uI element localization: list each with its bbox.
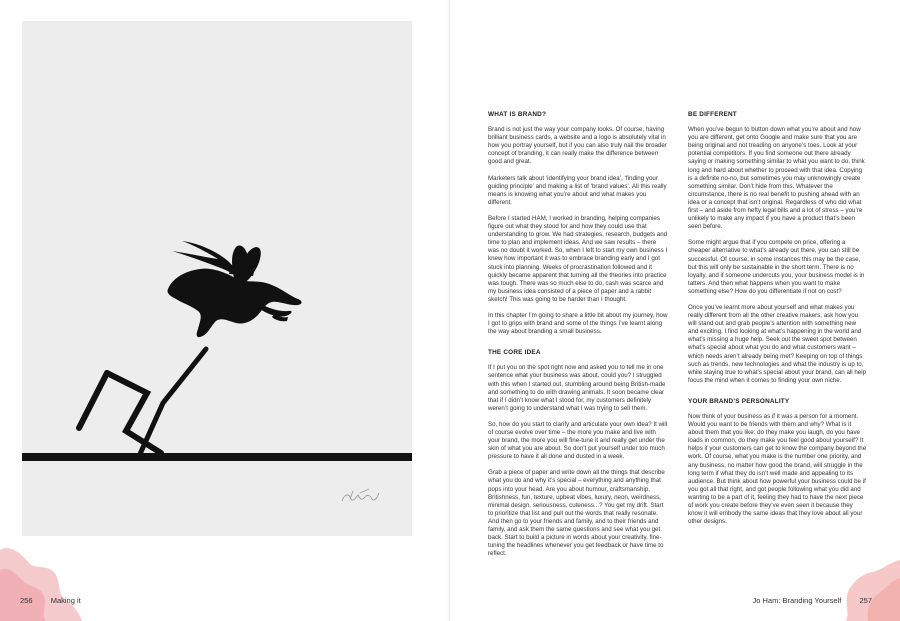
- section-heading: THE CORE IDEA: [488, 349, 541, 357]
- right-folio: [752, 596, 872, 605]
- body-paragraph: So, how do you start to clarify and articulate your own idea? It will of course evolve over time – the more you make and live with your brand, the more you will fine-tune it and really get under the skin of what you are about. So don’t put yourself under too much pressure to have it all done and dusted in a week.: [488, 420, 668, 461]
- body-paragraph: If I put you on the spot right now and asked you to tell me in one sentence what your business was about, could you? I struggled with this when I started out, stumbling around being British-made and something to do with drawing animals. It soon became clear that if I didn’t know what I stood for, my customers definitely weren’t going to understand what I was trying to sell them.: [488, 364, 666, 412]
- section-heading: WHAT IS BRAND?: [488, 111, 547, 118]
- body-paragraph: Before I started HAM, I worked in branding, helping companies figure out what they stood for and how they could use that understanding to grow. We had strategies, research, budgets and time to plan and implement ideas. And we saw results – there was no doubt it worked. So, when I left to start my own business I knew how important it was to embrace branding early and I got stuck into planning. Weeks of procrastination followed and it quickly became apparent that turning all the theories into practice was tough. There was so much else to do, cash was scarce and my business idea consisted of a piece of paper and a rabbit sketch! This was going to be harder than I thought.: [488, 214, 668, 303]
- body-paragraph: Marketers talk about ‘identifying your brand idea’, ‘finding your guiding principle’ and making a list of ‘brand values’. All this really means is knowing what you’re about and what makes you different.: [488, 174, 667, 206]
- left-folio: [20, 596, 81, 605]
- body-paragraph: Once you’ve learnt more about yourself and what makes you really different from all the other creative makers, ask how you will stand out and grab people’s attention with something new and exciting. I find looking at what’s happening in the world and what’s missing a huge help. Seek out the sweet spot between what’s special about what you do and what customers want – which needs aren’t already being met? Keeping on top of things such as trends, new technologies and what the industry is up to, while staying true to what’s special about your brand, can all help focus the mind when it comes to finding your own niche.: [688, 303, 867, 384]
- illustration-panel: [22, 21, 412, 536]
- page-number: 257: [859, 596, 872, 605]
- folio-title: Jo Ham: Branding Yourself: [752, 596, 842, 605]
- folio-title: Making it: [50, 596, 81, 605]
- section-heading: YOUR BRAND’S PERSONALITY: [688, 397, 790, 405]
- body-paragraph: Brand is not just the way your company looks. Of course, having brilliant business cards, a website and a logo is absolutely vital in how you portray yourself, but if you can also truly nail the broader concept of branding, it can really make the difference between good and great.: [488, 126, 667, 166]
- running-legs: [79, 349, 206, 454]
- section-heading: BE DIFFERENT: [688, 111, 737, 118]
- ground-line: [22, 453, 412, 461]
- body-paragraph: When you’ve begun to button down what you’re about and how you are different, get onto Google and make sure that you are being original and not treading on anyone’s toes. Look at your potential competitors. If you find someone out there already saying or making something similar to what you want to do, think long and hard about whether to proceed with that idea. Copying is a definite no-no, but sometimes you may unknowingly create something similar. Don’t hide from this. Whatever the circumstance, there is no real benefit to pushing ahead with an idea or a concept that isn’t original. Regardless of who did what first – and aside from hefty legal bills and a lot of stress – you’re unlikely to make any impact if you have a product that’s been seen before.: [688, 126, 865, 231]
- watercolour-splash-left: [0, 540, 90, 621]
- hare-illustration: [22, 21, 412, 536]
- artist-signature: [342, 489, 379, 501]
- right-page: [450, 0, 900, 621]
- hare-silhouette: [167, 241, 301, 337]
- body-paragraph: Grab a piece of paper and write down all the things that describe what you do and why it’s special – everything and anything that pops into your head. Are you about humour, craftsmanship, Britishness, fun, texture, upbeat vibes, luxury, neon, weirdness, minimal design, seriousness, cuteness...? You get my drift. Start to prioritize that list and pull out the words that really resonate. And then go to your friends and family, and to their friends and family, and ask them the same questions and see what you get back. Start to build a picture in words about your creativity, fine-tuning the headlines whenever you get feedback or have time to reflect.: [488, 469, 665, 558]
- watercolour-splash-right: [842, 560, 900, 621]
- body-paragraph: In this chapter I’m going to share a little bit about my journey, how I got to grips with brand and some of the things I’ve learnt along the way about branding a small business.: [488, 311, 668, 336]
- body-paragraph: Now think of your business as if it was a person for a moment. Would you want to be friends with them and why? What is it about them that you like: do they make you laugh, do you have loads in common, do they make you feel good about yourself? It helps if your customers can get to know the company beyond the work. Of course, what you make is the number one priority, and any business, no matter how good the brand, will struggle in the long term if what they do isn’t well made and appealing to its audience. But think about how powerful your business could be if you got all that right, and got people following what you did and wanting to be a part of it, feeling they had to have the next piece of work you create before they’ve even seen it because they know it will embody the same ideas that they love about all your other designs.: [688, 413, 867, 526]
- body-paragraph: Some might argue that if you compete on price, offering a cheaper alternative to what’s already out there, you can still be successful. Of course, in some instances this may be the case, but this will only be sustainable in the short term. There is no loyalty, and if someone undercuts you, your business model is in tatters. And then what happens when you want to make something else? How do you differentiate if not on cost?: [688, 239, 865, 295]
- page-number: 256: [20, 596, 33, 605]
- text-column-one: [488, 111, 668, 566]
- text-column-two: [688, 111, 868, 534]
